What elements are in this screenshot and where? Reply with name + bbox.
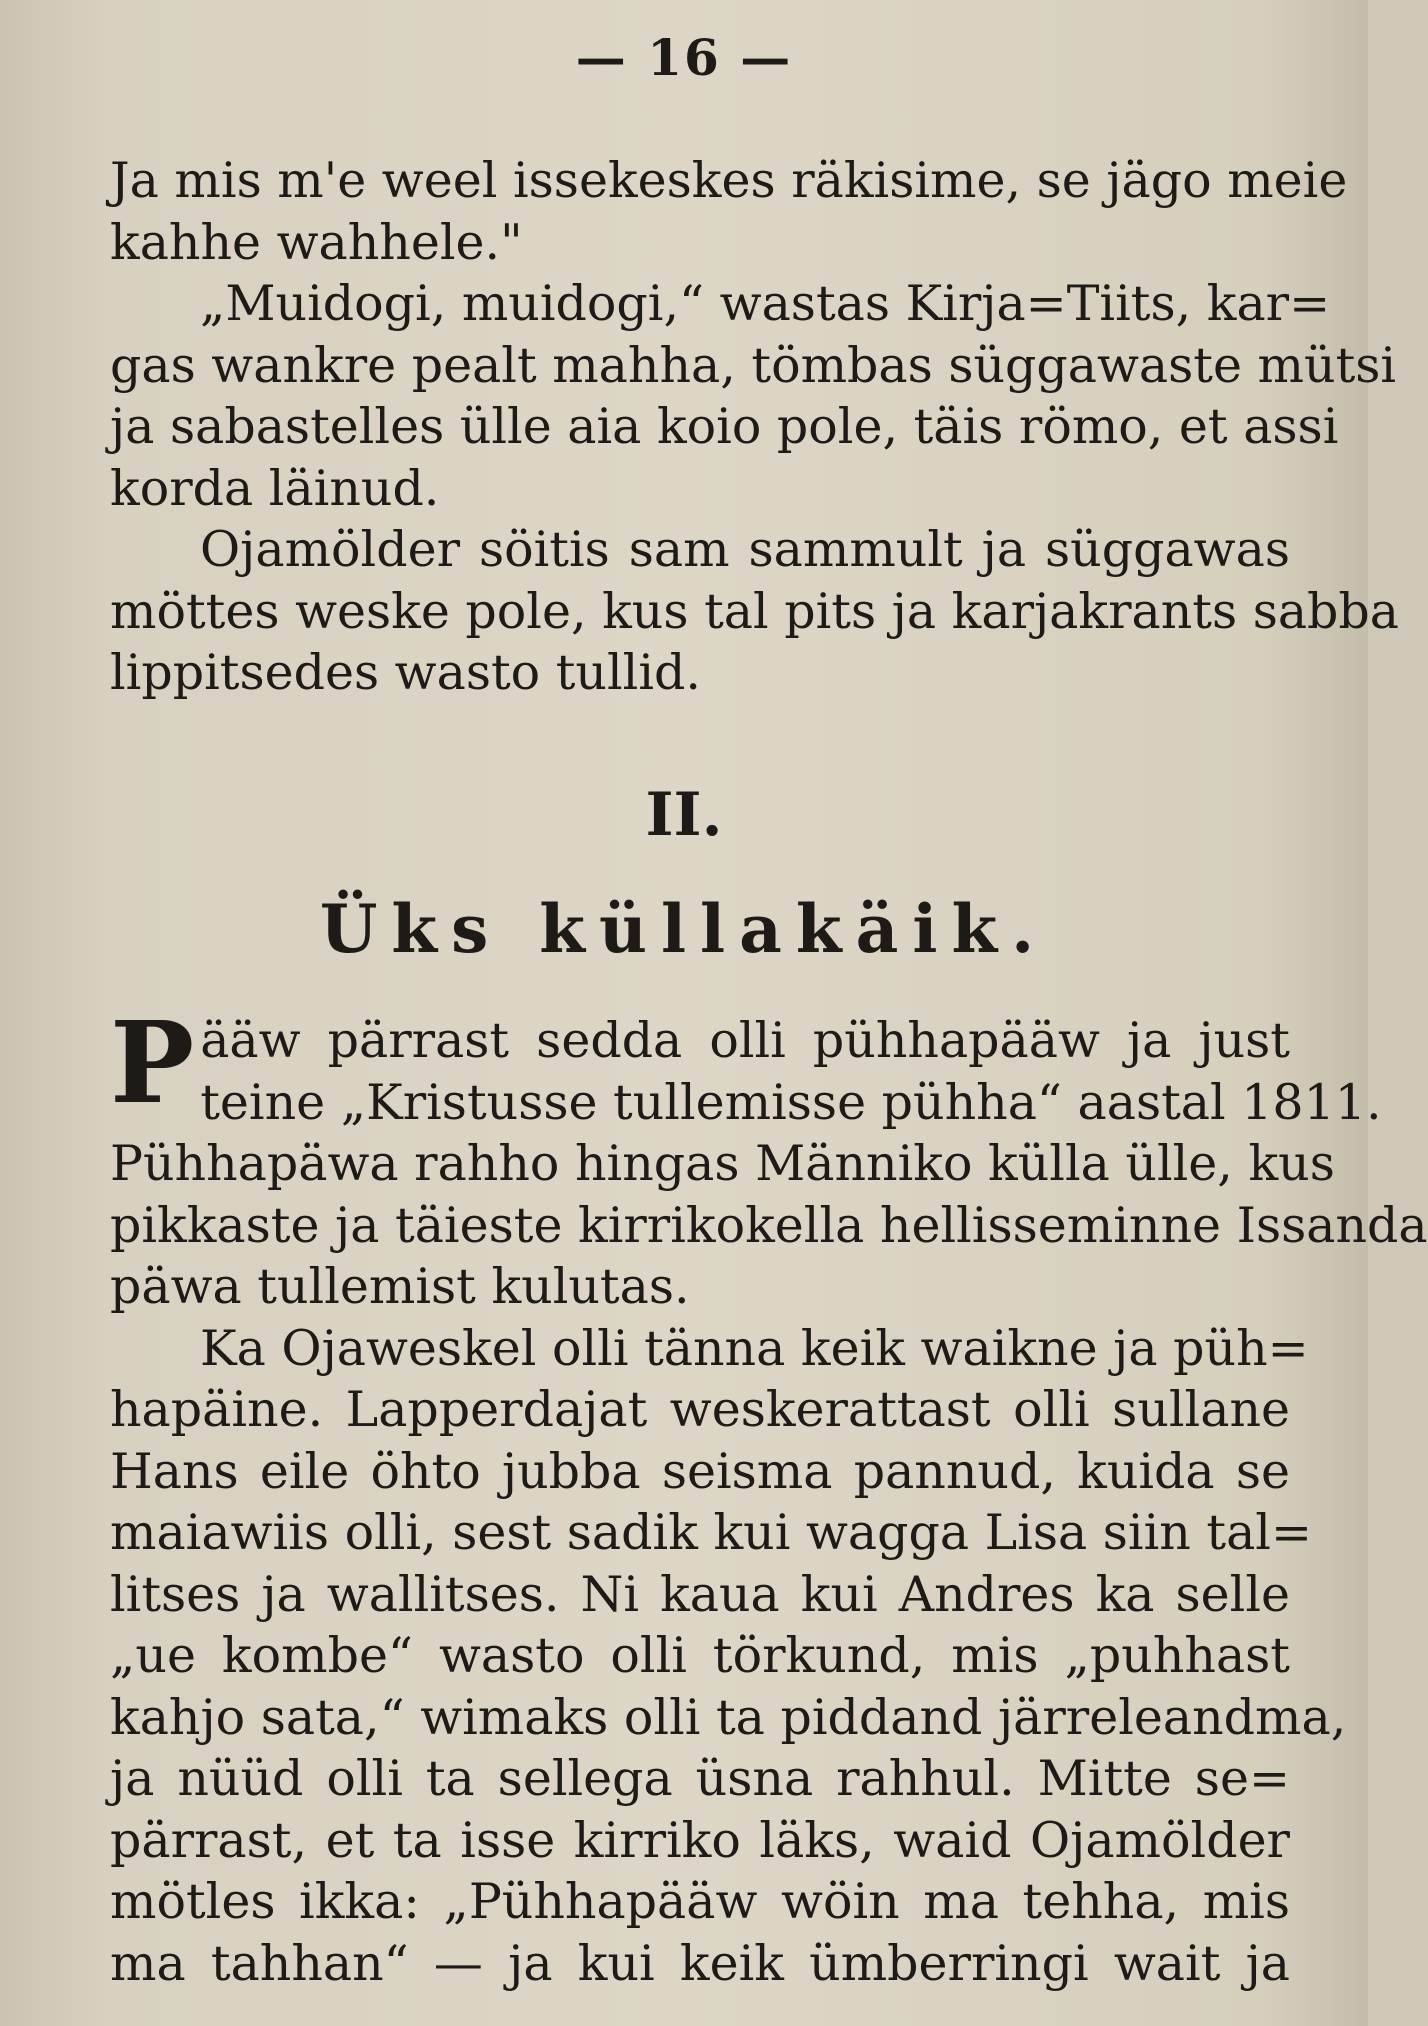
text-line: teine „Kristusse tullemisse pühha“ aastal 1811. <box>200 1073 1382 1131</box>
text-section-2 <box>110 998 1428 1994</box>
text-line: „ue kombe“ wasto olli törkund, mis „puhhast <box>110 1627 1290 1684</box>
text-line: kahjo sata,“ wimaks olli ta piddand järreleandma, <box>110 1688 1347 1746</box>
text-line: gas wankre pealt mahha, tömbas süggawaste mütsi <box>110 336 1397 394</box>
text-line: kahhe wahhele." <box>110 213 523 271</box>
text-line: pärrast, et ta isse kirriko läks, waid Ojamölder <box>110 1811 1290 1869</box>
text-line: Hans eile öhto jubba seisma pannud, kuida se <box>110 1442 1290 1500</box>
text-line: möttes weske pole, kus tal pits ja karjakrants sabba <box>110 582 1400 640</box>
chapter-number: II. <box>645 780 723 850</box>
page-number: — 16 — <box>575 28 793 87</box>
text-line: Ja mis m'e weel issekeskes räkisime, se jägo meie <box>110 152 1348 209</box>
text-line: Ka Ojaweskel olli tänna keik waikne ja püh= <box>200 1319 1309 1377</box>
text-line: „Muidogi, muidogi,“ wastas Kirja=Tiits, kar= <box>200 275 1331 332</box>
text-line: mötles ikka: „Pühhapääw wöin ma tehha, mis <box>110 1873 1290 1930</box>
text-line: lippitsedes wasto tullid. <box>110 644 701 701</box>
drop-cap: P <box>110 998 195 1129</box>
text-line: litses ja wallitses. Ni kaua kui Andres ka selle <box>110 1565 1290 1623</box>
text-line: maiawiis olli, sest sadik kui wagga Lisa siin tal= <box>110 1504 1313 1561</box>
text-section-1 <box>110 150 1400 704</box>
text-line: Ojamölder söitis sam sammult ja süggawas <box>200 521 1290 578</box>
text-line: ja sabastelles ülle aia koio pole, täis römo, et assi <box>110 398 1339 455</box>
text-line: päwa tullemist kulutas. <box>110 1258 690 1315</box>
text-line: hapäine. Lapperdajat weskerattast olli sullane <box>110 1381 1290 1438</box>
chapter-title: Üks küllakäik. <box>319 890 1049 968</box>
text-line: ääw pärrast sedda olli pühhapääw ja just <box>200 1012 1290 1069</box>
text-line: korda läinud. <box>110 459 440 517</box>
text-line: pikkaste ja täieste kirrikokella hellisseminne Issanda <box>110 1196 1428 1254</box>
text-line: Pühhapäwa rahho hingas Männiko külla ülle, kus <box>110 1135 1335 1192</box>
text-line: ja nüüd olli ta sellega üsna rahhul. Mitte se= <box>110 1750 1290 1807</box>
text-line: ma tahhan“ — ja kui keik ümberringi wait ja <box>110 1934 1290 1992</box>
